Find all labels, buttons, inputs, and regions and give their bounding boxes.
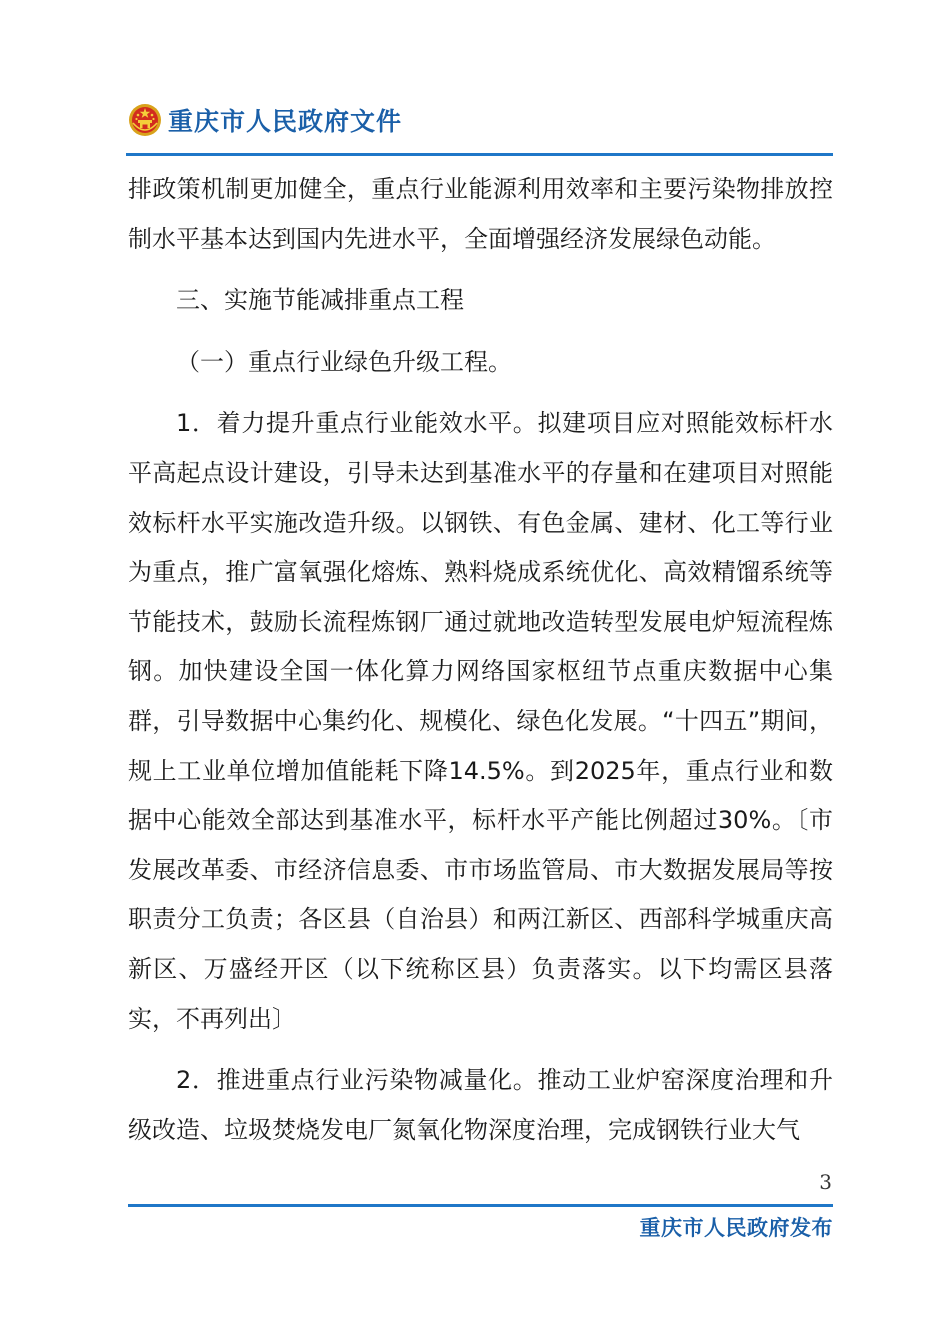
page-number: 3 bbox=[819, 1170, 832, 1194]
header-divider bbox=[126, 153, 833, 156]
item-paragraph-2: 2．推进重点行业污染物减量化。推动工业炉窑深度治理和升级改造、垃圾焚烧发电厂氮氧化物深度治理，完成钢铁行业大气 bbox=[128, 1066, 833, 1144]
subsection-heading: （一）重点行业绿色升级工程。 bbox=[176, 347, 512, 376]
continuation-paragraph: 排政策机制更加健全，重点行业能源利用效率和主要污染物排放控制水平基本达到国内先进水平，全面增强经济发展绿色动能。 bbox=[128, 175, 833, 253]
footer-publisher: 重庆市人民政府发布 bbox=[639, 1215, 833, 1240]
national-emblem-icon bbox=[128, 103, 162, 137]
header-title: 重庆市人民政府文件 bbox=[168, 107, 403, 136]
document-body bbox=[128, 165, 833, 1155]
document-header bbox=[128, 98, 402, 142]
section-heading: 三、实施节能减排重点工程 bbox=[176, 286, 464, 315]
item-paragraph-1: 1．着力提升重点行业能效水平。拟建项目应对照能效标杆水平高起点设计建设，引导未达到基准水平的存量和在建项目对照能效标杆水平实施改造升级。以钢铁、有色金属、建材、化工等行业为重点，推广富氧强化熔炼、熟料烧成系统优化、高效精馏系统等节能技术，鼓励长流程炼钢厂通过就地改造转型发展电炉短流程炼钢。加快建设全国一体化算力网络国家枢纽节点重庆数据中心集群，引导数据中心集约化、规模化、绿色化发展。“十四五”期间，规上工业单位增加值能耗下降14.5%。到2025年，重点行业和数据中心能效全部达到基准水平，标杆水平产能比例超过30%。〔市发展改革委、市经济信息委、市市场监管局、市大数据发展局等按职责分工负责；各区县（自治县）和两江新区、西部科学城重庆高新区、万盛经开区（以下统称区县）负责落实。以下均需区县落实，不再列出〕 bbox=[128, 409, 833, 1033]
footer-divider bbox=[128, 1204, 833, 1207]
